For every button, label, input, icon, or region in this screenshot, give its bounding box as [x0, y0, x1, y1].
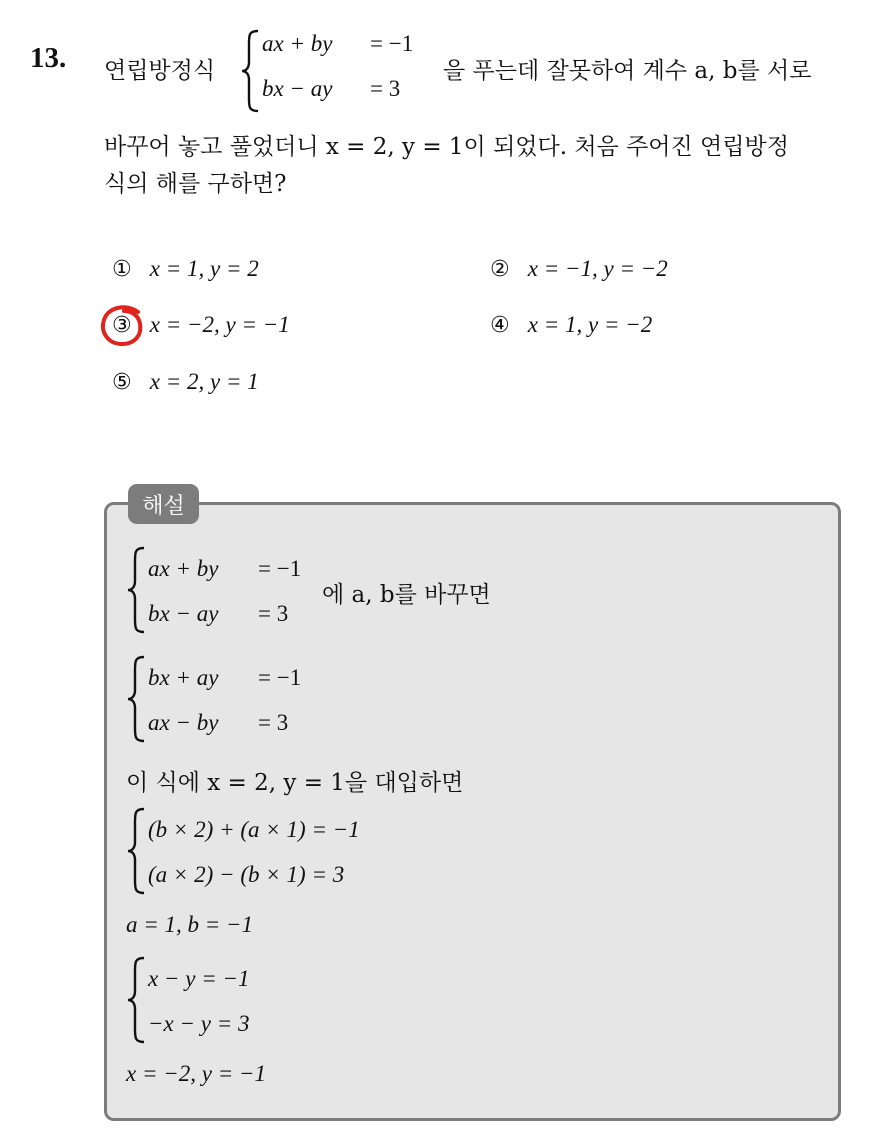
choice-1-number: ①: [112, 257, 132, 282]
solution-sys3-row1: (b × 2) + (a × 1) = −1: [148, 817, 360, 842]
choice-4-number: ④: [490, 313, 510, 338]
solution-sys3-row2: (a × 2) − (b × 1) = 3: [148, 862, 345, 887]
choice-3-text: x = −2, y = −1: [149, 312, 290, 337]
question-intro: 연립방정식: [104, 58, 216, 84]
solution-sys2-row2-rhs: = 3: [258, 710, 289, 735]
question-line3: 식의 해를 구하면?: [104, 171, 287, 197]
choice-1-text: x = 1, y = 2: [149, 256, 259, 281]
choice-5-number: ⑤: [112, 370, 132, 395]
solution-sys3-brace: [126, 806, 148, 896]
solution-sys2-brace: [126, 654, 148, 744]
choice-4-text: x = 1, y = −2: [527, 312, 653, 337]
solution-ab-result: a = 1, b = −1: [126, 912, 254, 937]
solution-sub-line: 이 식에 x = 2, y = 1을 대입하면: [126, 770, 464, 796]
solution-sys4-brace: [126, 955, 148, 1045]
choice-2-text: x = −1, y = −2: [527, 256, 668, 281]
choice-2[interactable]: [490, 256, 668, 282]
choice-4[interactable]: [490, 312, 652, 338]
solution-sys1-brace: [126, 545, 148, 635]
question-system-row1-lhs: ax + by: [262, 31, 333, 56]
choice-5-text: x = 2, y = 1: [149, 369, 259, 394]
answer-circle-mark: [98, 302, 150, 350]
question-system-row2-lhs: bx − ay: [262, 76, 333, 101]
solution-sys1-row1-lhs: ax + by: [148, 556, 219, 581]
question-line2: 바꾸어 놓고 풀었더니 x = 2, y = 1이 되었다. 처음 주어진 연립방정: [104, 134, 789, 160]
question-system-row2-rhs: = 3: [370, 76, 401, 101]
choice-2-number: ②: [490, 257, 510, 282]
question-line1-after: 을 푸는데 잘못하여 계수 a, b를 서로: [443, 58, 812, 84]
solution-sys2-row1-lhs: bx + ay: [148, 665, 219, 690]
solution-sys1-row1-rhs: = −1: [258, 556, 302, 581]
question-number: 13.: [30, 42, 67, 74]
solution-sys1-row2-lhs: bx − ay: [148, 601, 219, 626]
solution-label: 해설: [128, 484, 199, 524]
solution-sys4-row1: x − y = −1: [148, 966, 250, 991]
solution-sys2-row2-lhs: ax − by: [148, 710, 219, 735]
choice-3-number: ③: [112, 313, 132, 338]
solution-sys4-row2: −x − y = 3: [148, 1011, 250, 1036]
solution-sys1-row2-rhs: = 3: [258, 601, 289, 626]
solution-final: x = −2, y = −1: [126, 1061, 266, 1086]
choice-5[interactable]: [112, 369, 259, 395]
question-system-brace: [240, 28, 262, 114]
choice-1[interactable]: [112, 256, 259, 282]
question-system-row1-rhs: = −1: [370, 31, 414, 56]
solution-sys2-row1-rhs: = −1: [258, 665, 302, 690]
solution-sys1-note: 에 a, b를 바꾸면: [322, 582, 491, 608]
